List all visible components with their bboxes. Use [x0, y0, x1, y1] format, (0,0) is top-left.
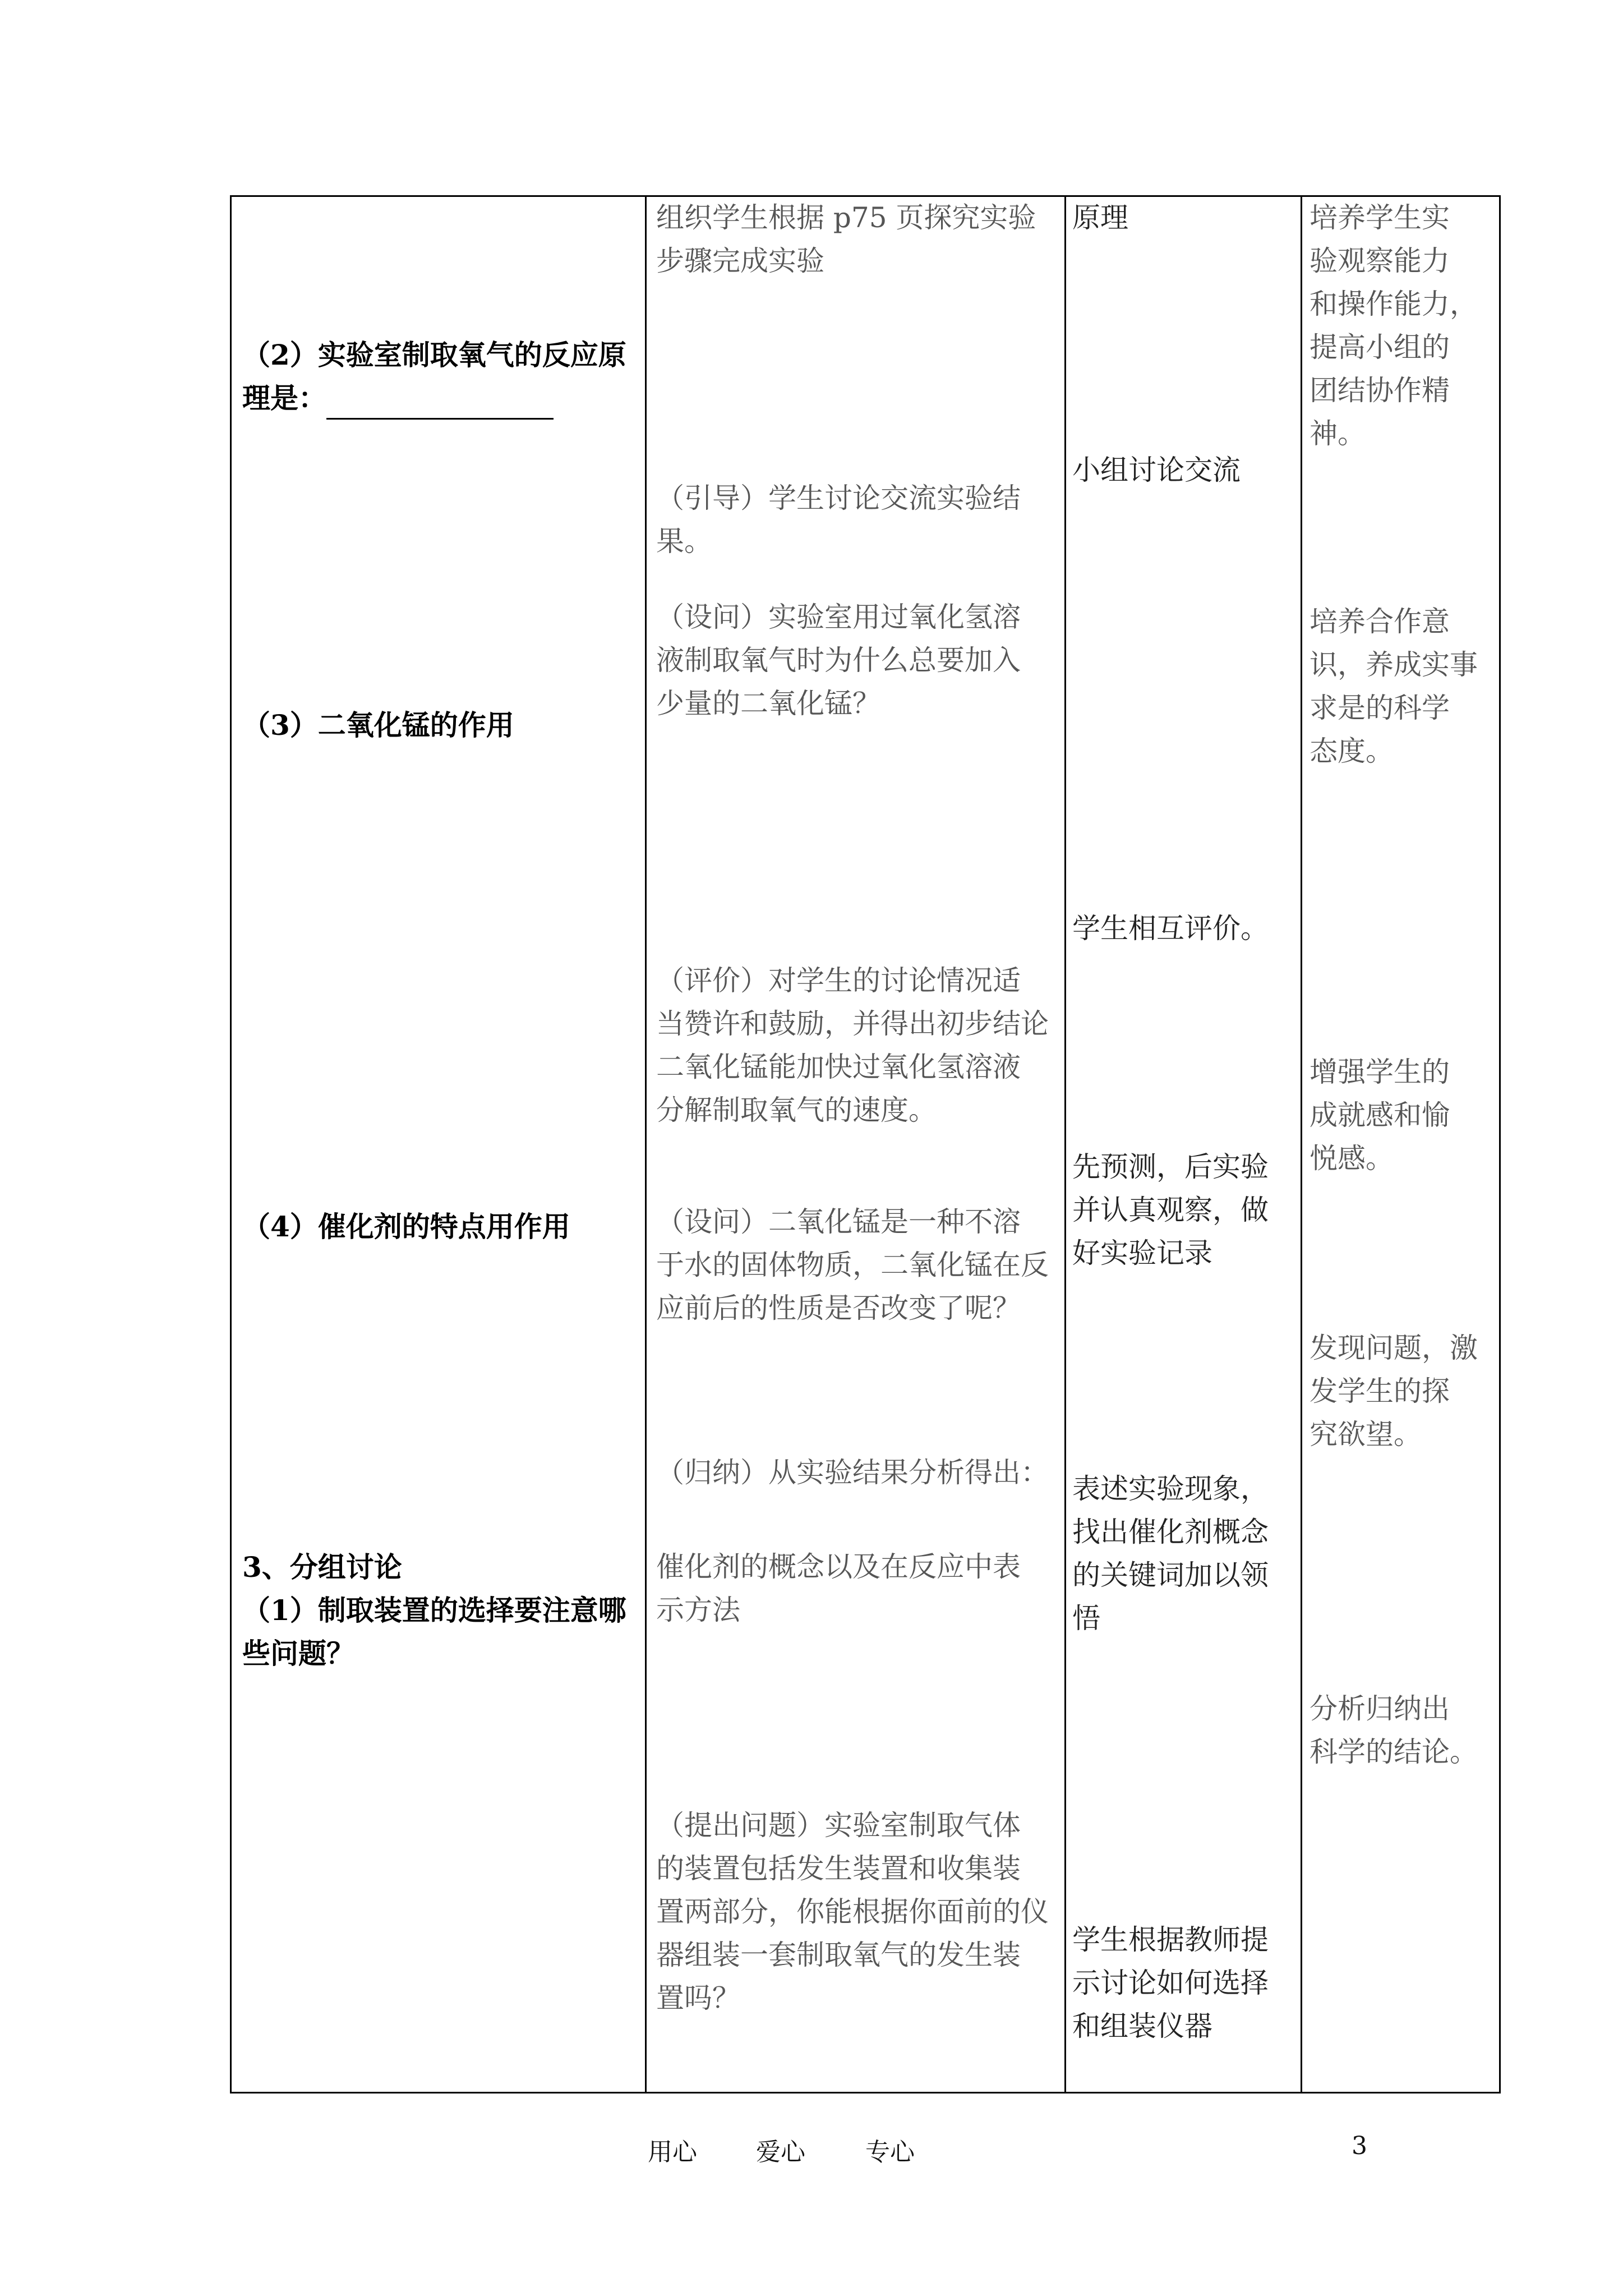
student-activity: 学生相互评价。 — [1072, 912, 1269, 945]
design-intent: 培养合作意 识，养成实事 求是的科学 态度。 — [1310, 605, 1478, 767]
q4-catalyst-properties: （4）催化剂的特点用作用 — [242, 1210, 570, 1243]
student-activity: 原理 — [1072, 201, 1128, 234]
column-divider — [1064, 197, 1066, 2092]
student-activity: 表述实验现象， 找出催化剂概念 的关键词加以领 悟 — [1072, 1473, 1269, 1635]
footer-slogan-1: 用心 — [648, 2138, 697, 2166]
student-activity: 小组讨论交流 — [1072, 454, 1241, 486]
q3-manganese-dioxide-role: （3）二氧化锰的作用 — [242, 708, 514, 742]
teacher-activity: （设问）二氧化锰是一种不溶 于水的固体物质，二氧化锰在反 应前后的性质是否改变了呢？ — [656, 1205, 1049, 1324]
column-divider — [1301, 197, 1302, 2092]
design-intent: 发现问题，激 发学生的探 究欲望。 — [1310, 1332, 1478, 1451]
footer-slogan-3: 专心 — [865, 2138, 915, 2166]
section-3-question-1: （1）制取装置的选择要注意哪 些问题？ — [242, 1594, 626, 1670]
teacher-activity: （引导）学生讨论交流实验结 果。 — [656, 482, 1021, 558]
column-divider — [645, 197, 647, 2092]
design-intent: 培养学生实 验观察能力 和操作能力， 提高小组的 团结协作精 神。 — [1310, 201, 1478, 450]
student-activity: 先预测，后实验 并认真观察，做 好实验记录 — [1072, 1151, 1269, 1269]
teacher-activity: （设问）实验室用过氧化氢溶 液制取氧气时为什么总要加入 少量的二氧化锰？ — [656, 601, 1021, 720]
answer-blank — [326, 393, 554, 420]
q2-reaction-principle: （2）实验室制取氧气的反应原 理是： — [242, 333, 626, 420]
teacher-activity: 催化剂的概念以及在反应中表 示方法 — [656, 1550, 1021, 1626]
page-number: 3 — [1352, 2132, 1367, 2160]
design-intent: 分析归纳出 科学的结论。 — [1310, 1692, 1478, 1768]
design-intent: 增强学生的 成就感和愉 悦感。 — [1310, 1056, 1450, 1175]
teacher-activity: 组织学生根据 p75 页探究实验 步骤完成实验 — [656, 201, 1036, 277]
student-activity: 学生根据教师提 示讨论如何选择 和组装仪器 — [1072, 1924, 1269, 2042]
teacher-activity: （归纳）从实验结果分析得出： — [656, 1456, 1049, 1489]
section-3-title: 3、分组讨论 — [242, 1550, 402, 1584]
footer-slogan-2: 爱心 — [756, 2138, 805, 2166]
teacher-activity: （提出问题）实验室制取气体 的装置包括发生装置和收集装 置两部分，你能根据你面前的仪 器组装一套制取氧气的发生装 置吗？ — [656, 1809, 1049, 2014]
teacher-activity: （评价）对学生的讨论情况适 当赞许和鼓励，并得出初步结论 二氧化锰能加快过氧化氢溶液 分解制取氧气的速度。 — [656, 964, 1049, 1126]
